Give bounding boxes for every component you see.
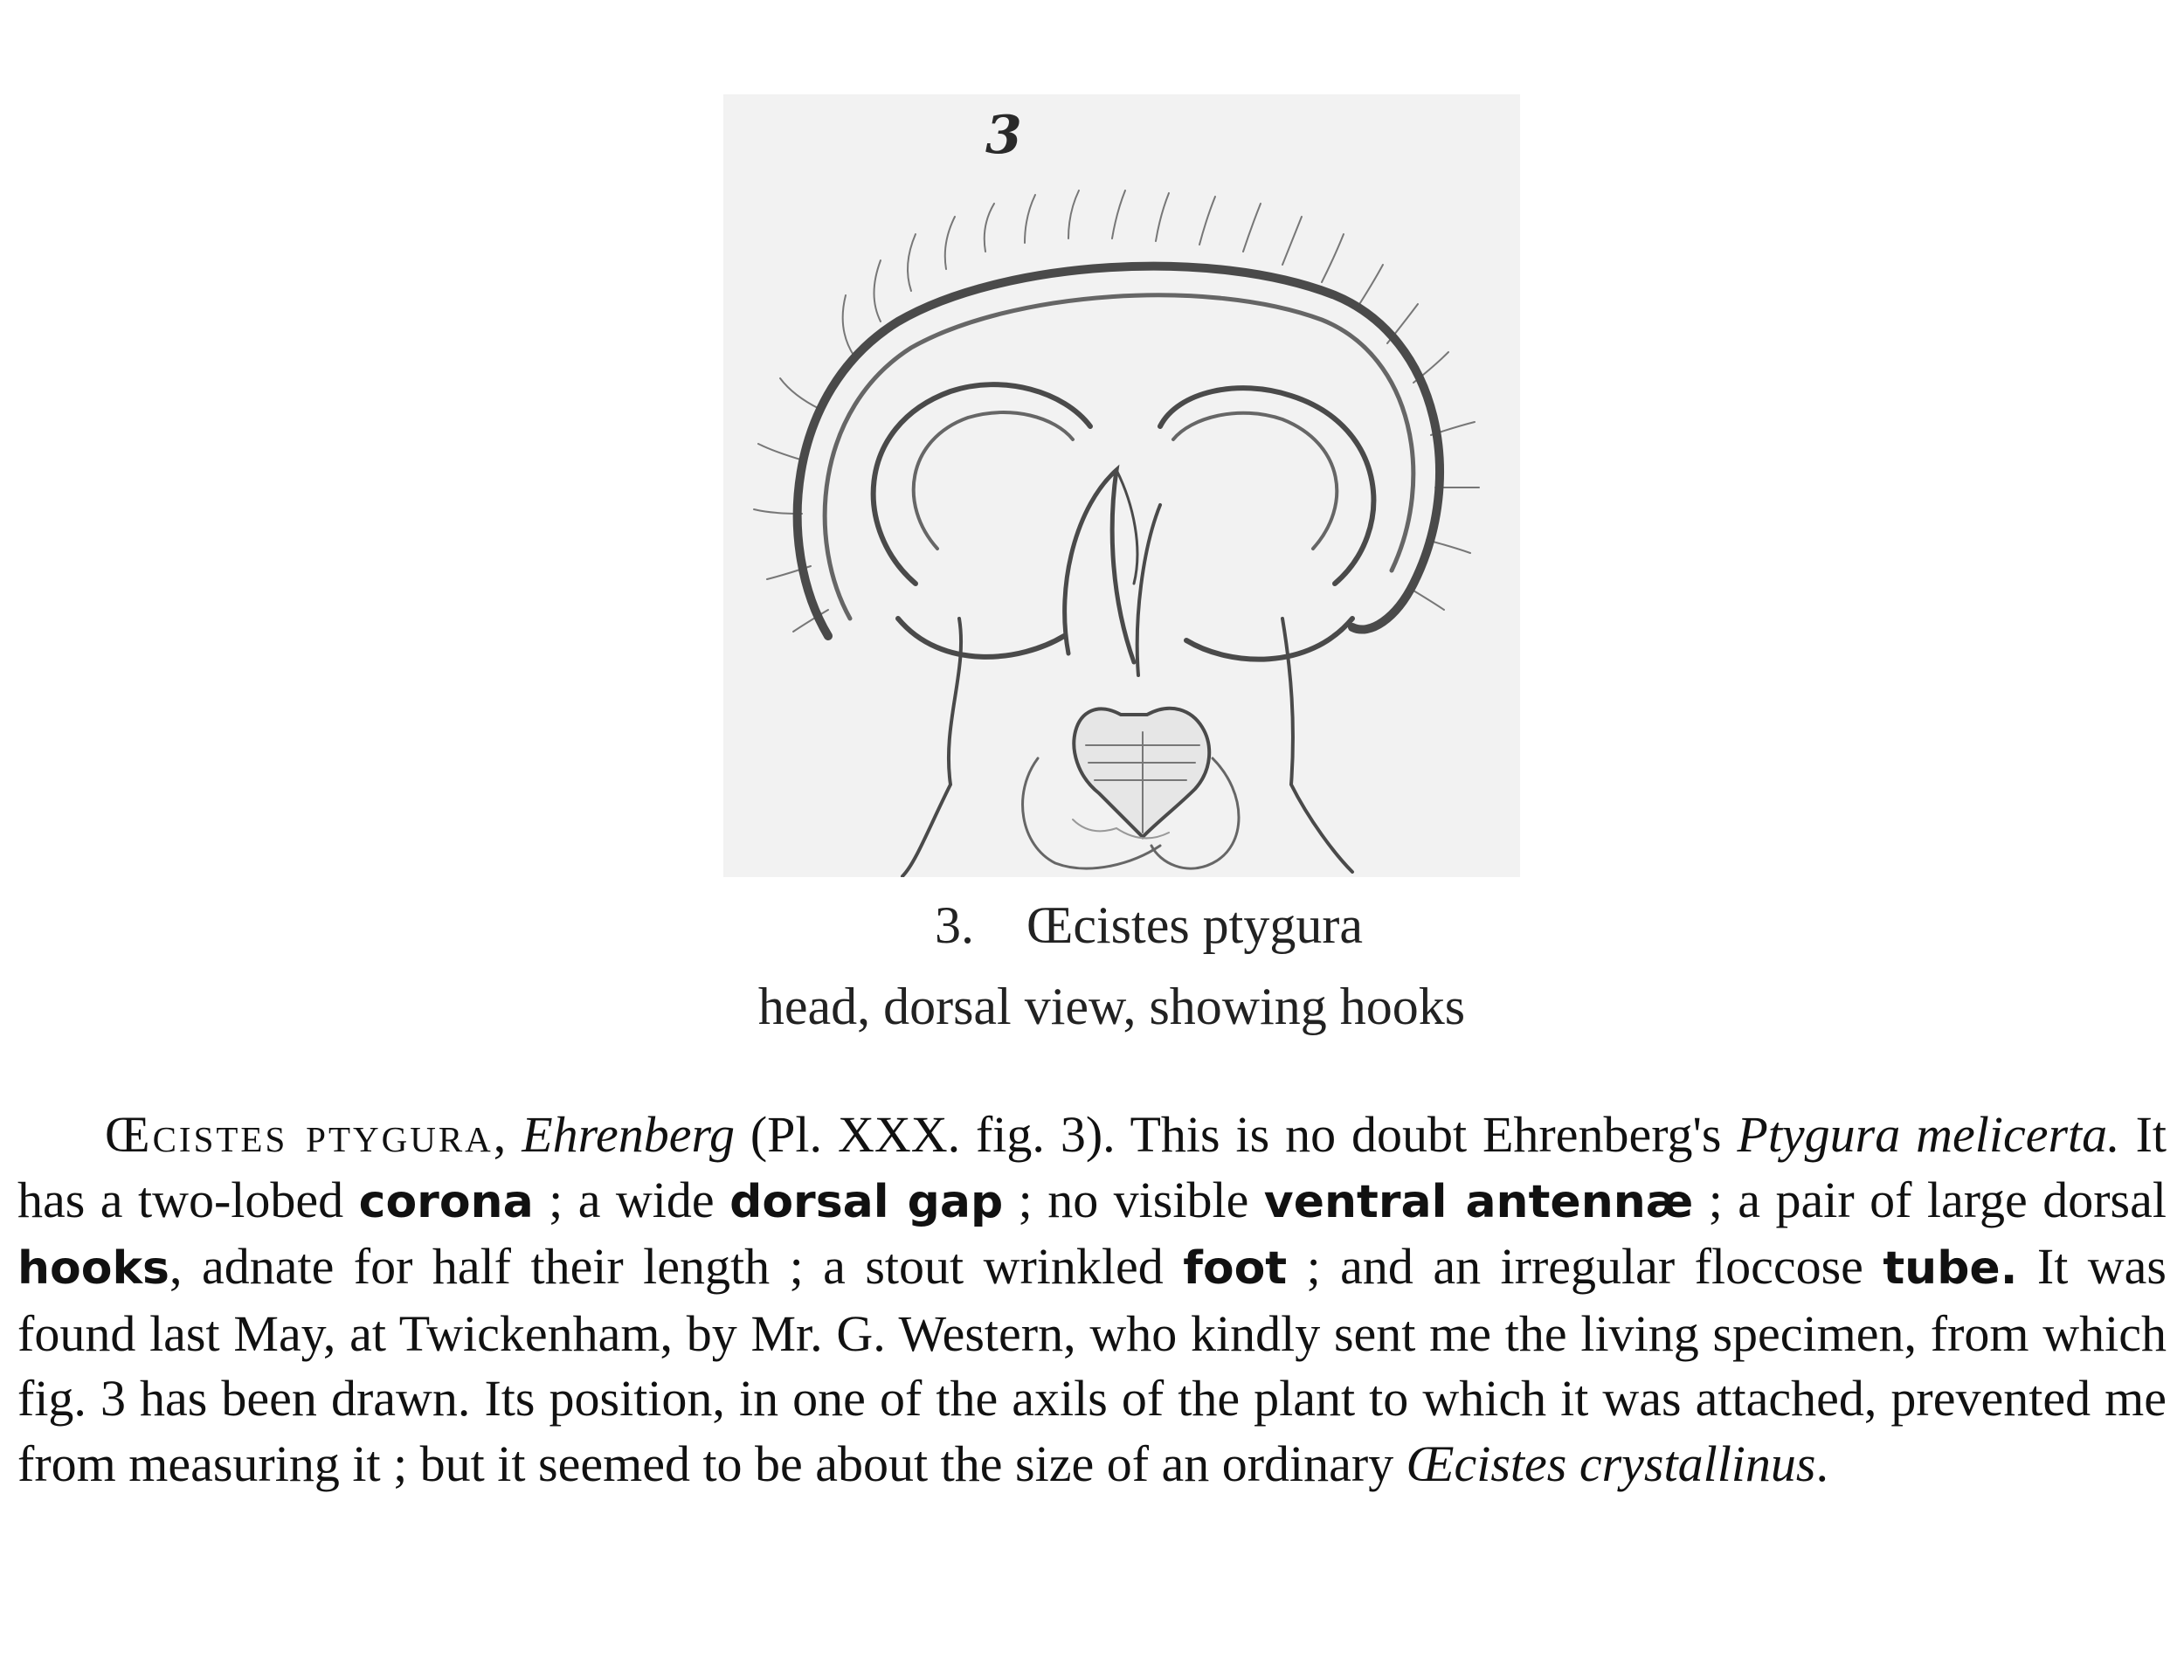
- text-fragment: It has a two-lobed: [17, 1106, 2167, 1228]
- term-ventral-antennae: ventral antennæ: [1263, 1175, 1694, 1228]
- term-dorsal-gap: dorsal gap: [729, 1175, 1004, 1228]
- dorsal-hook-right: [1137, 505, 1160, 675]
- author-name: Ehrenberg: [522, 1106, 735, 1163]
- text-fragment: ; a pair of large dorsal: [1693, 1171, 2167, 1228]
- right-lobe: [1160, 388, 1373, 584]
- caption-species: Œcistes ptygura: [1026, 896, 1363, 954]
- text-fragment: ; and an irregular floccose: [1287, 1238, 1883, 1295]
- body-left-edge: [902, 619, 961, 876]
- corona-outer-rim: [798, 266, 1440, 636]
- text-fragment: .: [1815, 1435, 1828, 1492]
- illustration: [723, 94, 1520, 877]
- mastax: [1074, 709, 1209, 837]
- synonym: Ptygura melicerta.: [1737, 1106, 2120, 1163]
- figure-caption-description: head, dorsal view, showing hooks: [757, 978, 1466, 1035]
- text-fragment: It was found last May, at Twickenham, by Mr. G. Western, who kindly sent me the living specimen, from which fig. 3 has been drawn. Its position, in one of the axils of the plant to which it was attached, prevented me from measuring it ; but it seemed to be about the size of an ordinary: [17, 1238, 2167, 1492]
- figure-number-label: 3: [985, 105, 1022, 166]
- figure-caption-title: [0, 895, 2184, 956]
- term-corona: corona: [358, 1175, 534, 1228]
- term-hooks: hooks: [17, 1242, 170, 1295]
- cilia-fringe: [754, 190, 1479, 632]
- text-fragment: , adnate for half their length ; a stout wrinkled: [169, 1238, 1184, 1295]
- caption-number: 3.: [935, 896, 975, 954]
- text-fragment: ; no visible: [1003, 1171, 1264, 1228]
- rotifer-head-drawing: [723, 94, 1520, 877]
- dorsal-hook-left: [1065, 470, 1134, 662]
- comparison-species: Œcistes crystallinus: [1406, 1435, 1816, 1492]
- species-description-paragraph: [17, 1103, 2167, 1497]
- term-foot: foot: [1183, 1242, 1288, 1295]
- text-fragment: ; a wide: [533, 1171, 730, 1228]
- text-fragment: ,: [493, 1106, 522, 1163]
- term-tube: tube.: [1883, 1242, 2018, 1295]
- species-heading: Œcistes ptygura: [105, 1106, 494, 1163]
- plate-reference: (Pl. XXX. fig. 3). This is no doubt Ehrenberg's: [734, 1106, 1738, 1163]
